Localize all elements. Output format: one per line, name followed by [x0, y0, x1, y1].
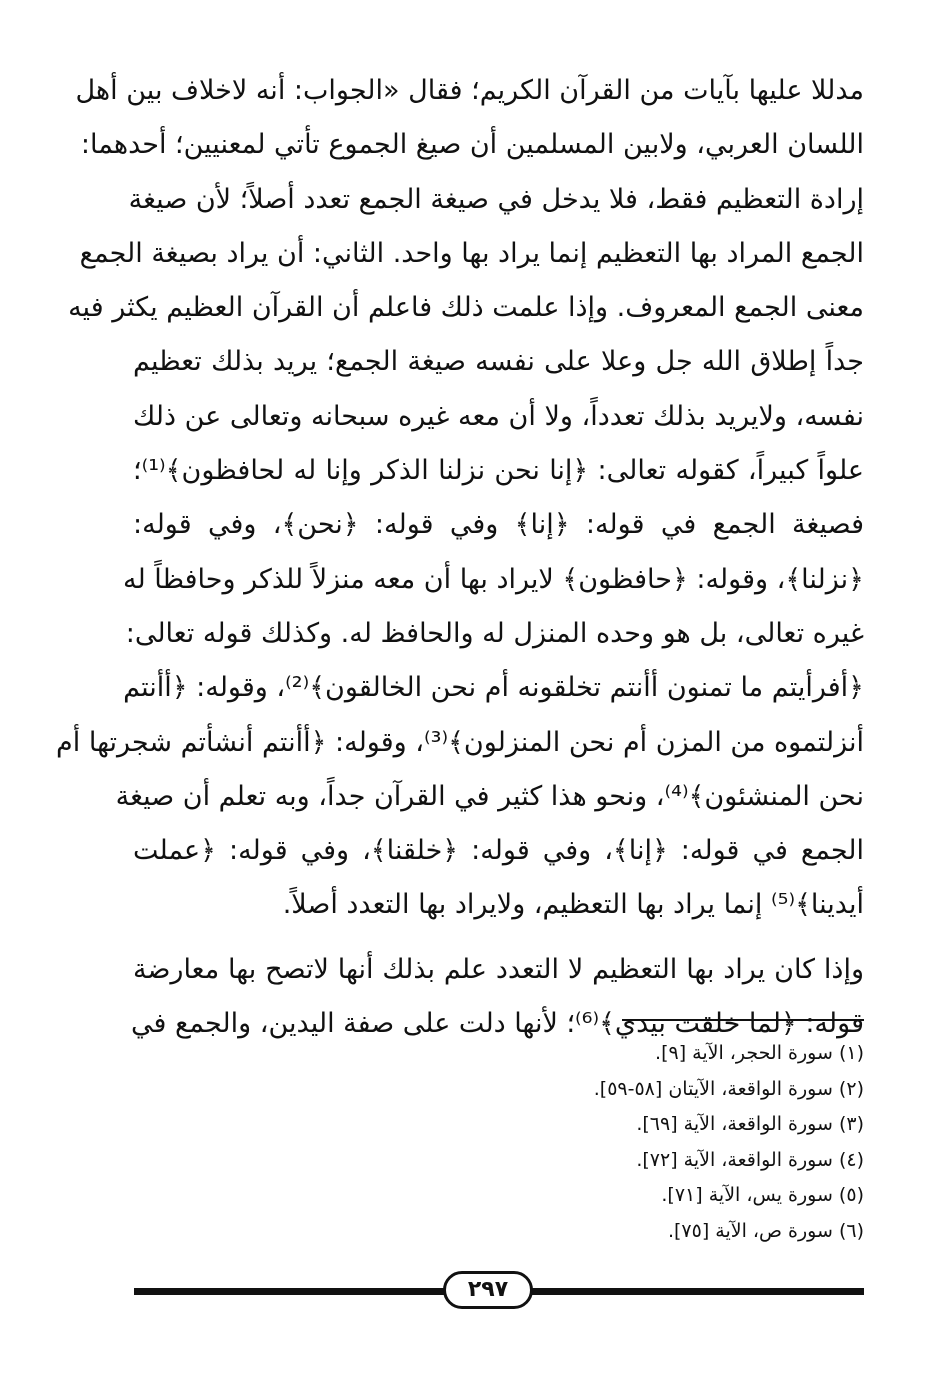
text-line: ﴿أفرأيتم ما تمنون أأنتم تخلقونه أم نحن الخالقون﴾⁽²⁾، وقوله: ﴿أأنتم [123, 672, 864, 704]
footnote: (٤) سورة الواقعة، الآية [٧٢]. [636, 1148, 864, 1171]
text-line: نحن المنشئون﴾⁽⁴⁾، ونحو هذا كثير في القرآن جداً، وبه تعلم أن صيغة [115, 780, 864, 812]
text-line: أنزلتموه من المزن أم نحن المنزلون﴾⁽³⁾، وقوله: ﴿أأنتم أنشأتم شجرتها أم [56, 726, 864, 758]
footnote: (٥) سورة يس، الآية [٧١]. [661, 1184, 864, 1206]
text-line: أيدينا﴾⁽⁵⁾ إنما يراد بها التعظيم، ولايراد بها التعدد أصلاً. [282, 889, 864, 921]
text-line: ﴿نزلنا﴾، وقوله: ﴿حافظون﴾ لايراد بها أن معه منزلاً للذكر وحافظاً له [122, 563, 864, 595]
text-line: الجمع المراد بها التعظيم إنما يراد بها واحد. الثاني: أن يراد بصيغة الجمع [79, 237, 864, 269]
text-line: فصيغة الجمع في قوله: ﴿إنا﴾ وفي قوله: ﴿نحن﴾، وفي قوله: [133, 509, 864, 541]
text-line: قوله: ﴿لما خلقت بيدي﴾⁽⁶⁾؛ لأنها دلت على صفة اليدين، والجمع في [130, 1008, 864, 1040]
text-line: الجمع في قوله: ﴿إنا﴾، وفي قوله: ﴿خلقنا﴾، وفي قوله: ﴿عملت [133, 835, 864, 867]
footnotes-list [444, 1036, 864, 1249]
text-line: غيره تعالى، بل هو وحده المنزل له والحافظ له. وكذلك قوله تعالى: [125, 617, 864, 649]
text-line: معنى الجمع المعروف. وإذا علمت ذلك فاعلم أن القرآن العظيم يكثر فيه [68, 292, 864, 324]
text-line: إرادة التعظيم فقط، فلا يدخل في صيغة الجمع تعدد أصلاً؛ لأن صيغة [128, 183, 864, 215]
footnote: (٣) سورة الواقعة، الآية [٦٩]. [636, 1113, 864, 1135]
footnote: (٦) سورة ص، الآية [٧٥]. [667, 1219, 864, 1242]
text-line: اللسان العربي، ولابين المسلمين أن صيغ الجموع تأتي لمعنيين؛ أحدهما: [80, 129, 864, 161]
text-line: نفسه، ولايريد بذلك تعدداً، ولا أن معه غيره سبحانه وتعالى عن ذلك [133, 400, 864, 432]
text-line: جداً إطلاق الله جل وعلا على نفسه صيغة الجمع؛ يريد بذلك تعظيم [133, 346, 864, 378]
text-line: وإذا كان يراد بها التعظيم لا التعدد علم بذلك أنها لاتصح بها معارضة [133, 953, 864, 985]
main-text [56, 64, 864, 1051]
footnote: (١) سورة الحجر، الآية [٩]. [655, 1042, 864, 1064]
text-line: علواً كبيراً، كقوله تعالى: ﴿إنا نحن نزلنا الذكر وإنا له لحافظون﴾⁽¹⁾؛ [133, 455, 864, 487]
text-line: مدللا عليها بآيات من القرآن الكريم؛ فقال «الجواب: أنه لاخلاف بين أهل [75, 75, 864, 106]
paragraph-gap [133, 933, 864, 943]
footnote: (٢) سورة الواقعة، الآيتان [٥٨-٥٩]. [593, 1077, 864, 1100]
page-number: ٢٩٧ [443, 1271, 533, 1309]
footnote-separator [622, 1019, 864, 1021]
